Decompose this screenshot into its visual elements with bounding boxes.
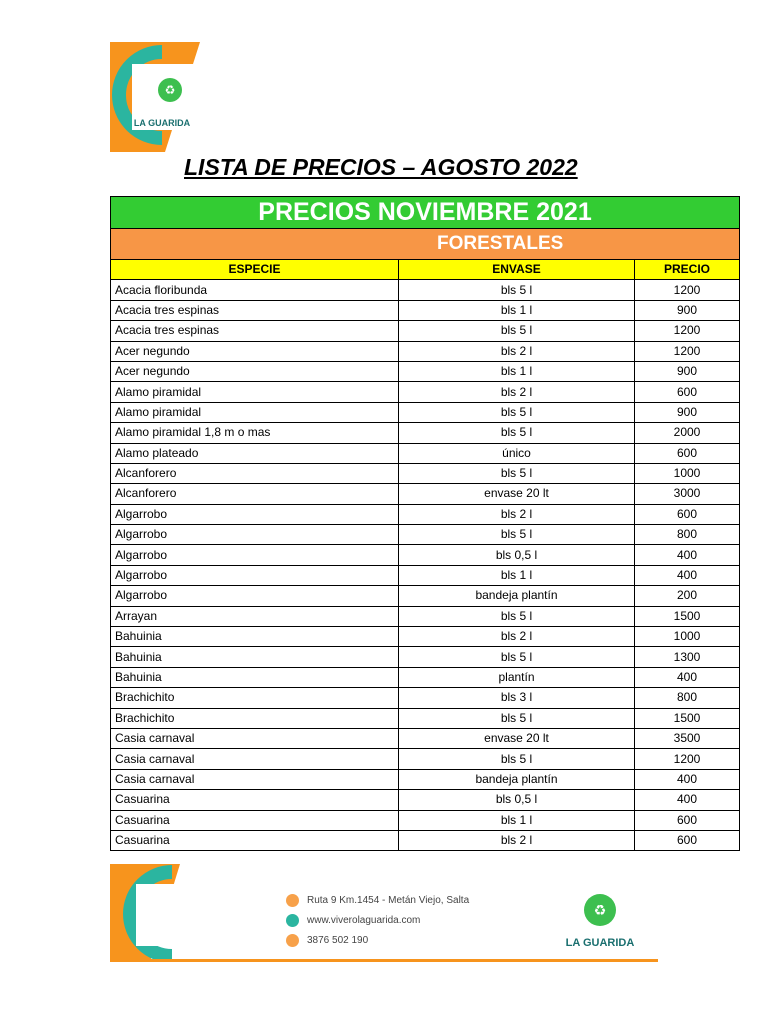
location-icon — [286, 894, 299, 907]
cell-species: Casuarina — [111, 830, 399, 850]
cell-species: Casia carnaval — [111, 749, 399, 769]
cell-container: envase 20 lt — [399, 728, 635, 748]
table-row — [111, 830, 740, 850]
svg-text:♻: ♻ — [164, 83, 176, 97]
table-row — [111, 423, 740, 443]
cell-container: bls 0,5 l — [399, 790, 635, 810]
cell-price: 400 — [635, 667, 740, 687]
banner-row — [111, 197, 740, 229]
cell-container: bls 2 l — [399, 341, 635, 361]
cell-species: Acacia tres espinas — [111, 300, 399, 320]
cell-species: Algarrobo — [111, 525, 399, 545]
cell-species: Casia carnaval — [111, 728, 399, 748]
header-row — [111, 260, 740, 280]
cell-price: 1200 — [635, 321, 740, 341]
cell-container: bls 2 l — [399, 504, 635, 524]
cell-species: Casuarina — [111, 810, 399, 830]
table-banner: PRECIOS NOVIEMBRE 2021 — [111, 197, 740, 229]
cell-container: bls 2 l — [399, 382, 635, 402]
cell-price: 2000 — [635, 423, 740, 443]
cell-container: bls 5 l — [399, 749, 635, 769]
cell-price: 400 — [635, 565, 740, 585]
cell-container: bls 1 l — [399, 361, 635, 381]
footer-phone — [286, 934, 368, 947]
cell-species: Brachichito — [111, 688, 399, 708]
cell-container: bls 5 l — [399, 647, 635, 667]
cell-price: 800 — [635, 688, 740, 708]
cell-container: bandeja plantín — [399, 769, 635, 789]
table-row — [111, 606, 740, 626]
svg-text:♻: ♻ — [593, 903, 607, 919]
table-row — [111, 586, 740, 606]
section-row — [111, 229, 740, 260]
cell-species: Casia carnaval — [111, 769, 399, 789]
footer-logo — [562, 882, 638, 954]
cell-container: plantín — [399, 667, 635, 687]
cell-price: 3500 — [635, 728, 740, 748]
table-row — [111, 728, 740, 748]
cell-price: 1200 — [635, 749, 740, 769]
table-row — [111, 463, 740, 483]
cell-price: 1500 — [635, 606, 740, 626]
cell-container: bls 5 l — [399, 606, 635, 626]
table-row — [111, 341, 740, 361]
cell-species: Algarrobo — [111, 504, 399, 524]
table-row — [111, 627, 740, 647]
cell-container: bls 5 l — [399, 708, 635, 728]
cell-price: 1000 — [635, 627, 740, 647]
cell-price: 1000 — [635, 463, 740, 483]
cell-species: Algarrobo — [111, 565, 399, 585]
price-table — [110, 196, 740, 851]
table-row — [111, 321, 740, 341]
cell-species: Bahuinia — [111, 667, 399, 687]
footer-logo-arc — [110, 864, 190, 962]
page-title: LISTA DE PRECIOS – AGOSTO 2022 — [184, 154, 578, 180]
cell-price: 1300 — [635, 647, 740, 667]
cell-species: Acer negundo — [111, 361, 399, 381]
cell-price: 900 — [635, 402, 740, 422]
phone-text: 3876 502 190 — [307, 935, 369, 946]
cell-container: bls 5 l — [399, 423, 635, 443]
footer — [110, 864, 658, 962]
cell-species: Casuarina — [111, 790, 399, 810]
cell-species: Alcanforero — [111, 484, 399, 504]
address-text: Ruta 9 Km.1454 - Metán Viejo, Salta — [307, 895, 470, 906]
table-row — [111, 647, 740, 667]
cell-container: bls 5 l — [399, 321, 635, 341]
table-row — [111, 280, 740, 300]
cell-container: bls 1 l — [399, 565, 635, 585]
cell-container: bls 1 l — [399, 810, 635, 830]
cell-species: Alamo piramidal 1,8 m o mas — [111, 423, 399, 443]
cell-price: 1500 — [635, 708, 740, 728]
cell-container: bls 2 l — [399, 627, 635, 647]
cell-container: bls 0,5 l — [399, 545, 635, 565]
table-row — [111, 790, 740, 810]
cell-price: 3000 — [635, 484, 740, 504]
footer-address — [286, 894, 469, 907]
cell-species: Brachichito — [111, 708, 399, 728]
cell-price: 600 — [635, 810, 740, 830]
logo-graphic — [110, 42, 200, 152]
cell-container: bls 5 l — [399, 525, 635, 545]
cell-price: 600 — [635, 382, 740, 402]
cell-container: bls 1 l — [399, 300, 635, 320]
table-row — [111, 484, 740, 504]
cell-species: Bahuinia — [111, 647, 399, 667]
cell-container: bls 3 l — [399, 688, 635, 708]
cell-species: Acacia floribunda — [111, 280, 399, 300]
cell-container: envase 20 lt — [399, 484, 635, 504]
cell-price: 600 — [635, 443, 740, 463]
globe-icon — [286, 914, 299, 927]
table-section: FORESTALES — [111, 229, 740, 260]
cell-price: 400 — [635, 545, 740, 565]
table-row — [111, 749, 740, 769]
table-row — [111, 382, 740, 402]
svg-text:LA GUARIDA: LA GUARIDA — [565, 937, 635, 949]
header-price: PRECIO — [635, 260, 740, 280]
cell-species: Alamo piramidal — [111, 382, 399, 402]
cell-species: Acer negundo — [111, 341, 399, 361]
header-container: ENVASE — [399, 260, 635, 280]
cell-price: 900 — [635, 361, 740, 381]
cell-price: 200 — [635, 586, 740, 606]
cell-container: bls 5 l — [399, 463, 635, 483]
cell-species: Alamo piramidal — [111, 402, 399, 422]
table-row — [111, 688, 740, 708]
header-logo — [110, 42, 200, 152]
cell-container: bls 5 l — [399, 280, 635, 300]
table-row — [111, 402, 740, 422]
table-row — [111, 769, 740, 789]
phone-icon — [286, 934, 299, 947]
cell-container: bandeja plantín — [399, 586, 635, 606]
cell-species: Alamo plateado — [111, 443, 399, 463]
table-row — [111, 667, 740, 687]
table-row — [111, 545, 740, 565]
cell-price: 900 — [635, 300, 740, 320]
header-species: ESPECIE — [111, 260, 399, 280]
table-row — [111, 443, 740, 463]
cell-price: 800 — [635, 525, 740, 545]
cell-price: 1200 — [635, 280, 740, 300]
cell-price: 400 — [635, 769, 740, 789]
cell-container: bls 5 l — [399, 402, 635, 422]
cell-species: Algarrobo — [111, 586, 399, 606]
table-row — [111, 300, 740, 320]
table-row — [111, 525, 740, 545]
cell-price: 600 — [635, 830, 740, 850]
table-row — [111, 504, 740, 524]
table-row — [111, 810, 740, 830]
cell-container: único — [399, 443, 635, 463]
cell-price: 600 — [635, 504, 740, 524]
cell-price: 1200 — [635, 341, 740, 361]
cell-container: bls 2 l — [399, 830, 635, 850]
table-row — [111, 708, 740, 728]
table-row — [111, 361, 740, 381]
footer-divider — [110, 959, 658, 962]
website-text[interactable]: www.viverolaguarida.com — [307, 915, 421, 926]
cell-species: Bahuinia — [111, 627, 399, 647]
footer-website[interactable] — [286, 914, 420, 927]
cell-species: Alcanforero — [111, 463, 399, 483]
cell-species: Algarrobo — [111, 545, 399, 565]
cell-price: 400 — [635, 790, 740, 810]
cell-species: Acacia tres espinas — [111, 321, 399, 341]
cell-species: Arrayan — [111, 606, 399, 626]
table-row — [111, 565, 740, 585]
svg-text:LA GUARIDA: LA GUARIDA — [133, 118, 191, 128]
